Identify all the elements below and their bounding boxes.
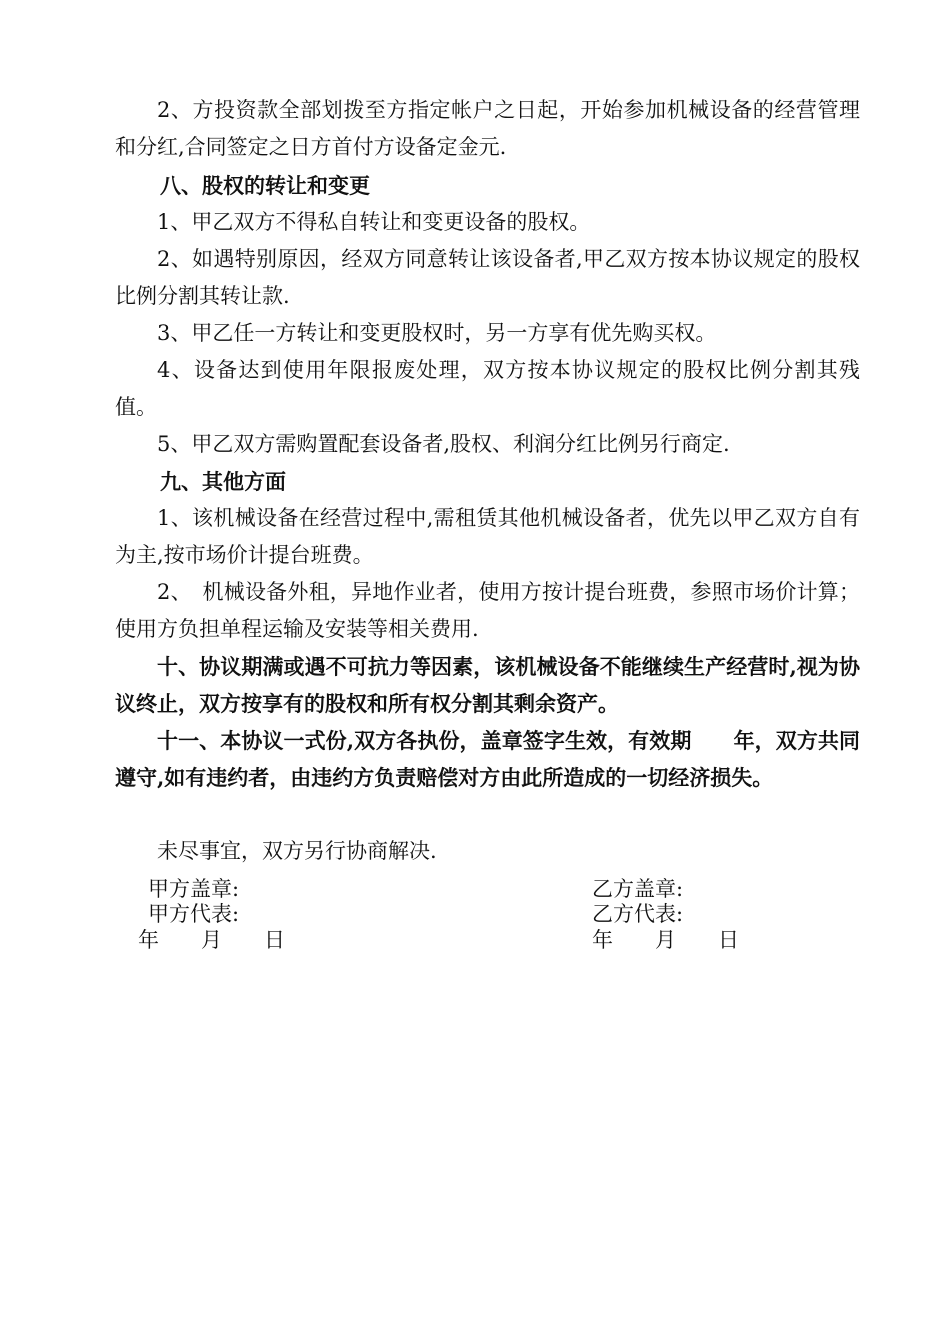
section11-text: 十一、本协议一式份,双方各执份，盖章签字生效，有效期 年，双方共同遵守,如有违约者，由违约方负责赔偿对方由此所造成的一切经济损失。 [115, 728, 860, 790]
section10-text: 十、协议期满或遇不可抗力等因素，该机械设备不能继续生产经营时,视为协议终止，双方按享有的股权和所有权分割其剩余资产。 [115, 654, 860, 716]
section8-heading: 八、股权的转让和变更 [160, 173, 370, 198]
party-a-rep-label: 甲方代表: [148, 902, 240, 926]
party-a-seal-label: 甲方盖章: [148, 877, 240, 901]
section8-item2: 2、如遇特别原因，经双方同意转让该设备者,甲乙双方按本协议规定的股权比例分割其转让款. [115, 247, 860, 308]
section8-item3: 3、甲乙任一方转让和变更股权时，另一方享有优先购买权。 [157, 321, 717, 345]
section9-heading: 九、其他方面 [160, 469, 286, 494]
section7-item2: 2、方投资款全部划拨至方指定帐户之日起，开始参加机械设备的经营管理和分红,合同签定之日方首付方设备定金元. [115, 98, 860, 159]
closing-text: 未尽事宜，双方另行协商解决. [157, 839, 437, 863]
section8-item5: 5、甲乙双方需购置配套设备者,股权、利润分红比例另行商定. [157, 432, 730, 456]
party-a-date: 年 月 日 [138, 928, 285, 952]
section9-item1: 1、该机械设备在经营过程中,需租赁其他机械设备者，优先以甲乙双方自有为主,按市场价计提台班费。 [115, 506, 860, 567]
party-b-seal-label: 乙方盖章: [592, 877, 684, 901]
party-b-date: 年 月 日 [592, 928, 739, 952]
section8-item1: 1、甲乙双方不得私自转让和变更设备的股权。 [157, 210, 591, 234]
section9-item2: 2、 机械设备外租，异地作业者，使用方按计提台班费，参照市场价计算；使用方负担单程运输及安装等相关费用. [115, 580, 860, 641]
section8-item4: 4、设备达到使用年限报废处理，双方按本协议规定的股权比例分割其残值。 [115, 358, 860, 419]
party-b-rep-label: 乙方代表: [592, 902, 684, 926]
